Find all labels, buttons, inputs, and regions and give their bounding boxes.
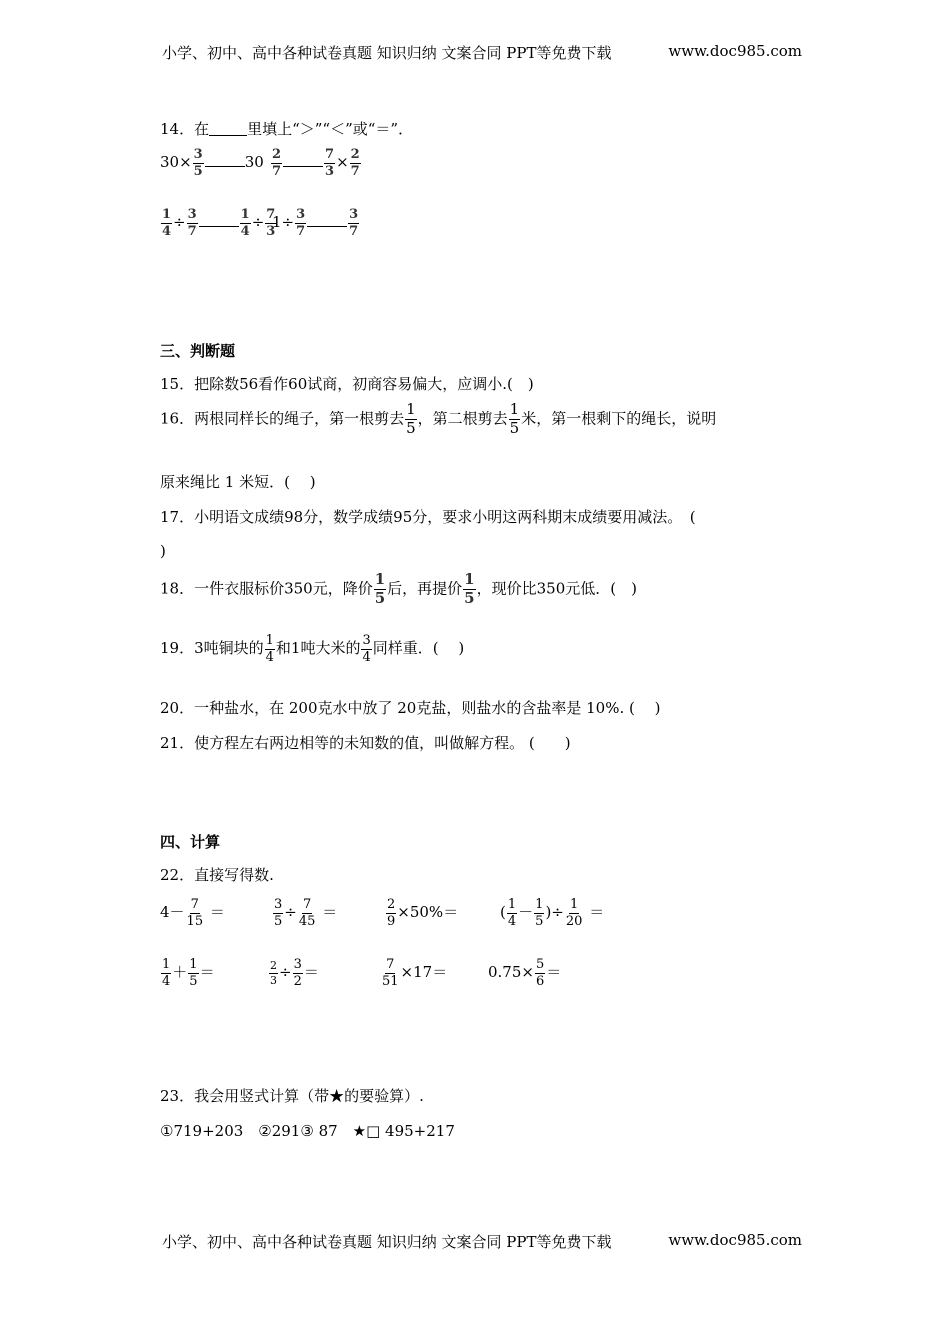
calc-item: $\frac{3}{5}$ ÷ $\frac{7}{45}$ ＝ [274, 897, 338, 929]
calc-item: ( $\frac{1}{4}$ － $\frac{1}{5}$ )÷ $\frac{1}{20}$ ＝ [500, 897, 605, 929]
fraction: $\frac{1}{4}$ [240, 207, 250, 239]
question-16-line2: 原来绳比 1 米短．( ) [160, 473, 316, 491]
question-15: 15．把除数56看作60试商，初商容易偏大，应调小.( ) [160, 375, 534, 393]
fraction: $\frac{1}{5}$ [374, 570, 386, 607]
section-4-title: 四、计算 [160, 833, 221, 851]
fraction: $\frac{1}{5}$ [535, 897, 544, 929]
calc-item: 0.75× $\frac{5}{6}$ ＝ [488, 957, 562, 989]
answer-blank [307, 226, 347, 227]
fraction: $\frac{2}{7}$ [350, 147, 360, 179]
question-16-line1: 16．两根同样长的绳子，第一根剪去 $\frac{1}{5}$ ，第二根剪去 $\frac{1}{5}$ 米，第一根剩下的绳长，说明 [160, 400, 717, 437]
answer-blank [209, 135, 247, 136]
fraction: $\frac{3}{2}$ [293, 957, 302, 989]
fraction: $\frac{7}{3}$ [266, 207, 276, 239]
question-14-row2-expr2: 1÷ $\frac{3}{7}$ $\frac{3}{7}$ [272, 207, 359, 239]
footer-url: www.doc985.com [668, 1231, 802, 1249]
question-23-stem: 23．我会用竖式计算（带★的要验算）. [160, 1087, 424, 1105]
question-17-line1: 17．小明语文成绩98分，数学成绩95分，要求小明这两科期末成绩要用减法。 ( [160, 508, 696, 526]
fraction: $\frac{1}{5}$ [509, 400, 520, 437]
fraction: $\frac{2}{7}$ [272, 147, 282, 179]
question-19: 19．3吨铜块的 $\frac{1}{4}$ 和1吨大米的 $\frac{3}{4}$ 同样重．( ) [160, 633, 465, 665]
question-22-stem: 22．直接写得数. [160, 866, 274, 884]
calc-item: $\frac{2}{9}$ ×50%＝ [387, 897, 459, 929]
page-header [162, 42, 802, 63]
fraction: $\frac{1}{5}$ [189, 957, 198, 989]
fraction: $\frac{3}{7}$ [349, 207, 359, 239]
fraction: $\frac{3}{4}$ [362, 633, 371, 665]
fraction: $\frac{3}{7}$ [187, 207, 197, 239]
fraction: $\frac{1}{4}$ [265, 633, 274, 665]
fraction: $\frac{1}{20}$ [565, 897, 583, 929]
fraction: $\frac{3}{7}$ [296, 207, 306, 239]
question-14-stem: 14．在 里填上“＞”“＜”或“＝”． [160, 120, 414, 138]
fraction: $\frac{2}{3}$ [270, 959, 277, 987]
fraction: $\frac{1}{4}$ [507, 897, 517, 929]
section-3-title: 三、判断题 [160, 342, 236, 360]
answer-blank [205, 166, 245, 167]
fraction: $\frac{1}{5}$ [464, 570, 475, 607]
fraction: $\frac{7}{51}$ [382, 957, 399, 989]
header-text: 小学、初中、高中各种试卷真题 知识归纳 文案合同 PPT等免费下载 [162, 44, 612, 62]
question-17-line2: ) [160, 542, 166, 560]
question-14-row1-expr1: 30× $\frac{3}{5}$ 30 [160, 147, 264, 179]
calc-item: $\frac{7}{51}$ ×17＝ [382, 957, 448, 989]
answer-blank [199, 226, 239, 227]
fraction: $\frac{1}{4}$ [162, 957, 171, 989]
fraction: $\frac{1}{5}$ [406, 400, 416, 437]
question-14-row2-expr1: $\frac{1}{4}$ ÷ $\frac{3}{7}$ $\frac{1}{4}$ ÷ $\frac{7}{3}$ [162, 207, 276, 239]
fraction: $\frac{3}{5}$ [193, 147, 203, 179]
question-18: 18．一件衣服标价350元，降价 $\frac{1}{5}$ 后，再提价 $\frac{1}{5}$ ，现价比350元低．( ) [160, 570, 637, 607]
answer-blank [283, 166, 323, 167]
fraction: $\frac{7}{15}$ [186, 897, 204, 929]
fraction: $\frac{5}{6}$ [535, 957, 545, 989]
fraction: $\frac{7}{3}$ [325, 147, 335, 179]
question-20: 20．一种盐水，在 200克水中放了 20克盐，则盐水的含盐率是 10%. ( ) [160, 699, 661, 717]
fraction: $\frac{7}{45}$ [298, 897, 316, 929]
header-url: www.doc985.com [668, 42, 802, 60]
question-23-items: ①719+203 ②291③ 87 ★□ 495+217 [160, 1122, 455, 1140]
footer-text: 小学、初中、高中各种试卷真题 知识归纳 文案合同 PPT等免费下载 [162, 1233, 612, 1251]
fraction: $\frac{1}{4}$ [162, 207, 172, 239]
question-21: 21．使方程左右两边相等的未知数的值，叫做解方程。 ( ) [160, 734, 571, 752]
question-14-row1-expr2: $\frac{2}{7}$ $\frac{7}{3}$ × $\frac{2}{7}$ [272, 147, 360, 179]
page-footer [162, 1231, 802, 1252]
calc-item: $\frac{2}{3}$ ÷ $\frac{3}{2}$ ＝ [270, 957, 319, 989]
calc-item: 4－ $\frac{7}{15}$ ＝ [160, 897, 225, 929]
calc-item: $\frac{1}{4}$ ＋ $\frac{1}{5}$ ＝ [162, 957, 215, 989]
fraction: $\frac{2}{9}$ [387, 897, 396, 929]
fraction: $\frac{3}{5}$ [274, 897, 283, 929]
